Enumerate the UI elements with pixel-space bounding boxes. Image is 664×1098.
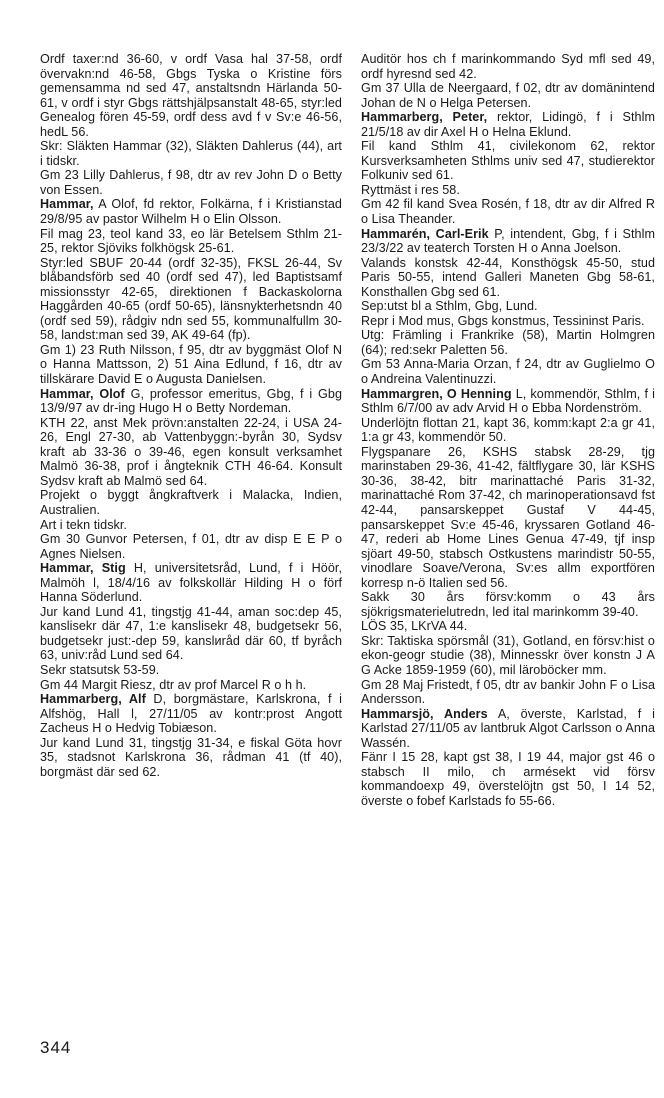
entry-text: Jur kand Lund 41, tingstjg 41-44, aman soc:dep 45, kanslisekr där 47, 1:e kanslisekr 48, budgetsekr 56, budgetsekr just:-dep 59, kanslиråd där 60, tf byråch 63, univ:råd Lund sed 64. — [40, 604, 342, 663]
entry-text: Gm 1) 23 Ruth Nilsson, f 95, dtr av byggmäst Olof N o Hanna Mattsson, 2) 51 Aina Edlund, f 16, dtr av tillskärare David E o Augusta Danielsen. — [40, 342, 342, 387]
entry-text: A Olof, fd rektor, Folkärna, f i Kristianstad 29/8/95 av pastor Wilhelm H o Elin Olsson. — [40, 197, 342, 227]
entry-paragraph — [361, 328, 655, 357]
entry-text: Projekt o byggt ångkraftverk i Malacka, Indien, Australien. — [40, 488, 342, 517]
entry-text: Utg: Främling i Frankrike (58), Martin Holmgren (64); red:sekr Paletten 56. — [361, 328, 655, 357]
entry-paragraph — [361, 227, 655, 256]
entry-text: Fänr I 15 28, kapt gst 38, I 19 44, major gst 46 o stabsch II milo, ch armésekt vid försv kommandoexp 49, överstelöjtn gst 50, I 14 52, överste o fobef Karlstads fo 55-66. — [361, 750, 655, 808]
entry-paragraph — [361, 299, 655, 314]
entry-paragraph — [40, 663, 342, 678]
entry-text: Gm 53 Anna-Maria Orzan, f 24, dtr av Guglielmo O o Andreina Valentinuzzi. — [361, 357, 655, 387]
entry-text: Skr: Taktiska spörsmål (31), Gotland, en försv:hist o ekon-geogr studie (38), Minnesskr över konstn J A G Acke 1859-1959 (60), mil läroböcker mm. — [361, 633, 655, 677]
entry-paragraph — [361, 678, 655, 707]
entry-text: Underlöjtn flottan 21, kapt 36, komm:kapt 2:a gr 41, 1:a gr 43, kommendör 50. — [361, 415, 655, 445]
entry-text: L, kommendör, Sthlm, f i Sthlm 6/7/00 av adv Arvid H o Ebba Nordenström. — [361, 386, 655, 416]
left-column — [40, 52, 342, 779]
entry-text: LÖS 35, LKrVA 44. — [361, 619, 468, 634]
entry-name: Hammarsjö, Anders — [361, 706, 488, 721]
entry-paragraph — [40, 416, 342, 489]
entry-paragraph — [361, 634, 655, 678]
entry-paragraph — [40, 561, 342, 605]
entry-text: Fil kand Sthlm 41, civilekonom 62, rektor Kursverksamheten Sthlms univ sed 47, studierektor Folkuniv sed 61. — [361, 139, 655, 183]
entry-text: Art i tekn tidskr. — [40, 517, 127, 532]
entry-text: Flygspanare 26, KSHS stabsk 28-29, tjg marinstaben 29-36, 41-42, fältflygare 30, lär KSHS 30-36, 38-42, bitr marinattaché Paris 31-32, marinattaché Rom 37-42, ch marinoperationsavd fst 42-44, pansarskeppet Gustaf V 44-45, pansarskeppet Sv:e 45-46, kryssaren Gotland 46-47, rederi ab Home Lines Genua 47-49, tjf insp sjöart 49-50, stabsch Ostkustens marindistr 50-55, vinodlare Soave/Verona, Sv:es allm exportfören korresp n-ö Italien sed 56. — [361, 444, 655, 590]
entry-paragraph — [361, 52, 655, 81]
entry-paragraph — [40, 139, 342, 168]
entry-paragraph — [40, 678, 342, 693]
entry-paragraph — [40, 387, 342, 416]
entry-paragraph — [361, 357, 655, 386]
entry-paragraph — [361, 750, 655, 808]
entry-paragraph — [361, 619, 655, 634]
entry-text: H, universitetsråd, Lund, f i Höör, Malmöh l, 18/4/16 av folkskollär Hilding H o förf Hanna Söderlund. — [40, 561, 343, 605]
entry-name: Hammar, — [40, 197, 94, 212]
entry-paragraph — [361, 81, 655, 110]
entry-text: Styr:led SBUF 20-44 (ordf 32-35), FKSL 26-44, Sv blåbandsförb sed 40 (ordf sed 47), led Baptistsamf missionsstyr 42-65, direktionen f Backaskolorna Haggården 40-65 (ordf 50-65), länsnykterhetsndn 40 (ordf sed 59), rådgiv ndn sed 55, kommunalfullm 30-58, landst:man sed 39, AK 49-64 (fp). — [40, 255, 342, 343]
entry-paragraph — [361, 445, 655, 590]
entry-text: Ordf taxer:nd 36-60, v ordf Vasa hal 37-58, ordf övervakn:nd 46-58, Gbgs Tyska o Kristine förs gemensamma nd sed 47, anstaltsndn Härlanda 50-61, v ordf i styr Gbgs rättshjälpsanstalt 48-65, styr:led Genealog fören 45-59, ordf dess avd f v Sv:e 46-56, hedL 56. — [40, 52, 342, 139]
entry-text: Gm 44 Margit Riesz, dtr av prof Marcel R o h h. — [40, 677, 307, 692]
entry-text: Skr: Släkten Hammar (32), Släkten Dahlerus (44), art i tidskr. — [40, 139, 342, 168]
entry-text: Auditör hos ch f marinkommando Syd mfl sed 49, ordf hyresnd sed 42. — [361, 52, 655, 81]
entry-paragraph — [40, 168, 342, 197]
entry-paragraph — [40, 197, 342, 226]
entry-paragraph — [361, 256, 655, 300]
entry-paragraph — [361, 110, 655, 139]
entry-paragraph — [40, 488, 342, 517]
entry-name: Hammar, Olof — [40, 386, 125, 401]
entry-paragraph — [361, 590, 655, 619]
entry-name: Hammarén, Carl-Erik — [361, 226, 489, 241]
entry-text: Valands konstsk 42-44, Konsthögsk 45-50, stud Paris 50-55, intend Galleri Maneten Gbg 58-61, Konsthallen Gbg sed 61. — [361, 255, 655, 299]
entry-paragraph — [40, 692, 342, 736]
entry-paragraph — [361, 416, 655, 445]
entry-text: Sakk 30 års försv:komm o 43 års sjökrigsmaterielutredn, led ital marinkomm 39-40. — [361, 590, 655, 619]
entry-paragraph — [40, 605, 342, 663]
entry-paragraph — [40, 736, 342, 780]
entry-text: KTH 22, anst Mek prövn:anstalten 22-24, i USA 24-26, Engl 27-30, ab Vattenbyggn:-byrån 30, Sydsv kraft ab 33-36 o 39-46, egen konsult verksamhet Malmö 36-38, prof i ångteknik CTH 46-64. Konsult Sydsv kraft ab Malmö sed 64. — [40, 415, 342, 488]
entry-paragraph — [40, 256, 342, 343]
entry-text: Gm 28 Maj Fristedt, f 05, dtr av bankir John F o Lisa Andersson. — [361, 677, 655, 707]
entry-text: Gm 37 Ulla de Neergaard, f 02, dtr av domänintend Johan de N o Helga Petersen. — [361, 81, 655, 110]
right-column — [361, 52, 655, 808]
entry-name: Hammar, Stig — [40, 561, 126, 576]
entry-text: G, professor emeritus, Gbg, f i Gbg 13/9/97 av dr-ing Hugo H o Betty Nordeman. — [40, 386, 342, 416]
entry-paragraph — [40, 532, 342, 561]
entry-paragraph — [40, 343, 342, 387]
entry-text: A, överste, Karlstad, f i Karlstad 27/11/05 av lantbruk Algot Carlsson o Anna Wassén. — [361, 706, 655, 750]
entry-paragraph — [361, 139, 655, 183]
entry-text: D, borgmästare, Karlskrona, f i Alfshög, Hall l, 27/11/05 av kontr:prost Angott Zacheus H o Hedvig Tobiæson. — [40, 692, 342, 736]
entry-name: Hammargren, O Henning — [361, 386, 512, 401]
entry-paragraph — [361, 183, 655, 198]
entry-name: Hammarberg, Alf — [40, 692, 146, 707]
entry-name: Hammarberg, Peter, — [361, 110, 488, 125]
entry-paragraph — [40, 518, 342, 533]
entry-text: Jur kand Lund 31, tingstjg 31-34, e fiskal Göta hovr 35, stadsnot Karlskrona 36, rådman 41 (tf 40), borgmäst där sed 62. — [40, 735, 342, 779]
entry-text: Gm 30 Gunvor Petersen, f 01, dtr av disp E E P o Agnes Nielsen. — [40, 532, 342, 561]
entry-text: Sekr statsutsk 53-59. — [40, 662, 160, 677]
entry-text: Repr i Mod mus, Gbgs konstmus, Tessininst Paris. — [361, 313, 645, 328]
entry-paragraph — [361, 314, 655, 329]
entry-text: rektor, Lidingö, f i Sthlm 21/5/18 av dir Axel H o Helna Eklund. — [361, 110, 655, 139]
entry-paragraph — [361, 197, 655, 226]
entry-text: Gm 42 fil kand Svea Rosén, f 18, dtr av dir Alfred R o Lisa Theander. — [361, 197, 655, 227]
entry-paragraph — [361, 707, 655, 751]
entry-paragraph — [361, 387, 655, 416]
entry-text: P, intendent, Gbg, f i Sthlm 23/3/22 av teaterch Torsten H o Anna Joelson. — [361, 226, 655, 256]
page-number: 344 — [40, 1038, 72, 1057]
entry-paragraph — [40, 227, 342, 256]
entry-text: Fil mag 23, teol kand 33, eo lär Betelsem Sthlm 21-25, rektor Sjöviks folkhögsk 25-61. — [40, 226, 342, 256]
entry-paragraph — [40, 52, 342, 139]
entry-text: Ryttmäst i res 58. — [361, 182, 460, 197]
entry-text: Gm 23 Lilly Dahlerus, f 98, dtr av rev John D o Betty von Essen. — [40, 168, 342, 197]
entry-text: Sep:utst bl a Sthlm, Gbg, Lund. — [361, 299, 538, 314]
